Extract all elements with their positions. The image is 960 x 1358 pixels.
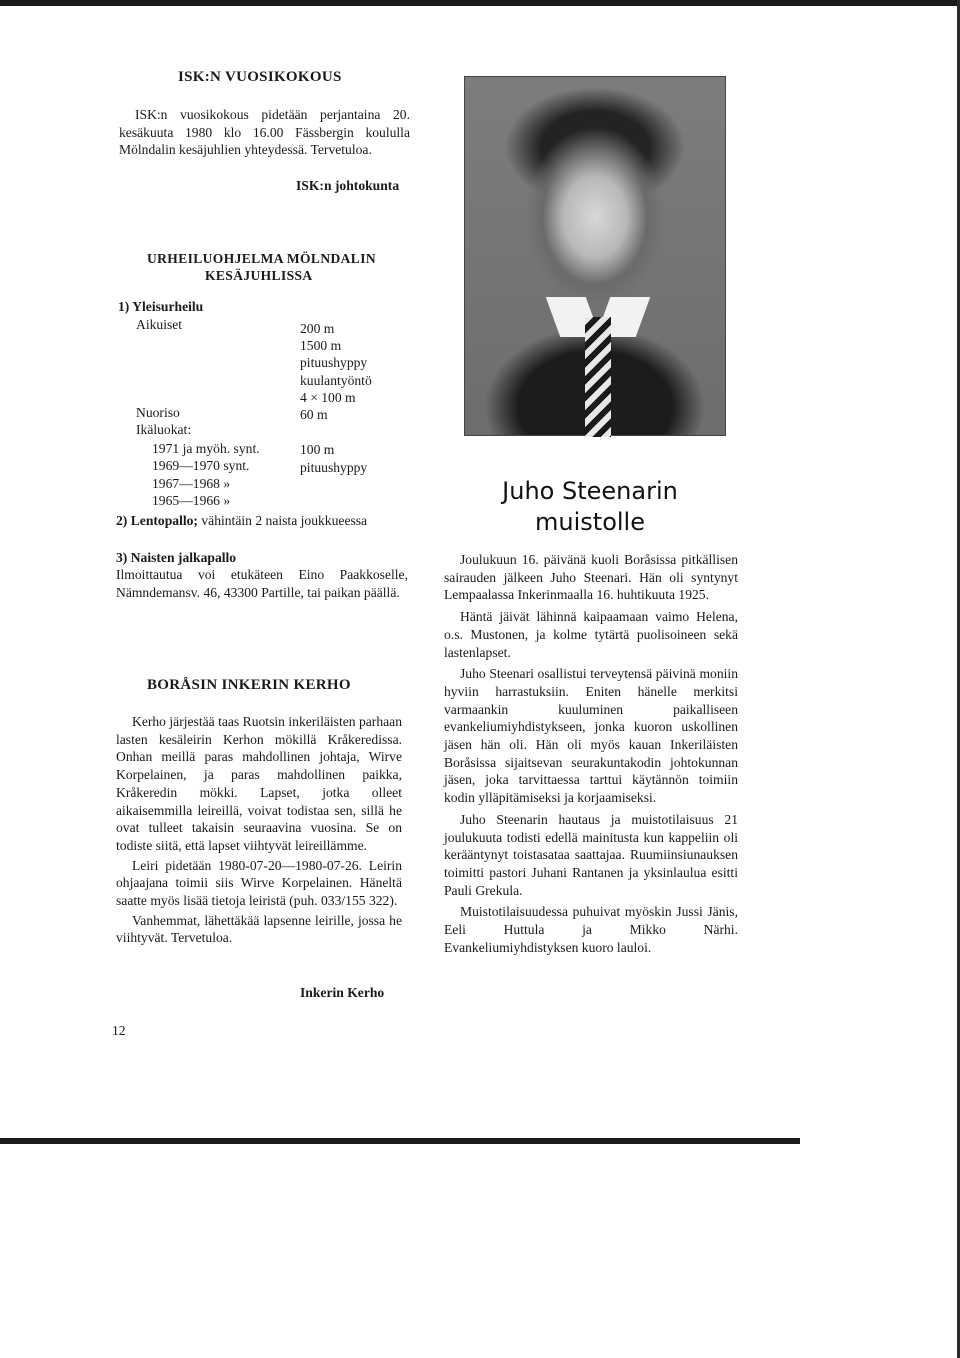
age-classes-label: Ikäluokat: (136, 422, 192, 437)
memorial-paragraph: Juho Steenari osallistui terveytensä päivinä moniin hyviin harrastuksiin. Eniten hänelle merkitsi varmaankin kuuluminen paikalliseen evankeliumiyhdistykseen, jonka kuoron uskollinen jäsen hän oli. Hän oli myös kauan Inkeriläisten Boråsissa sijaitsevan seurakuntakodin johtokunnan jäsen, joka tarvittaessa tarttui käytännön toimiin kodin ylläpitämiseksi ja korjaamiseksi. (444, 666, 738, 806)
youth-event: 60 m (300, 407, 328, 422)
section2-text: vähintäin 2 naista joukkueessa (201, 513, 368, 528)
scan-edge-top (0, 0, 960, 6)
adults-event: 200 m (300, 321, 335, 336)
memorial-title-line1: Juho Steenarin (502, 477, 678, 505)
program-title-line1: URHEILUOHJELMA MÖLNDALIN (147, 251, 376, 266)
age-row-years: 1971 ja myöh. synt. (152, 441, 260, 456)
age-row-years: 1967—1968 » (152, 476, 231, 491)
age-row-years: 1969—1970 synt. (152, 458, 250, 473)
memorial-paragraph: Muistotilaisuudessa puhuivat myöskin Jussi Jänis, Eeli Huttula ja Mikko Närhi. Evankeliumiyhdistyksen kuoro lauloi. (444, 904, 738, 955)
adults-event: 1500 m (300, 338, 342, 353)
section2-label: 2) Lentopallo; (116, 513, 198, 528)
photo-tie (585, 317, 611, 437)
meeting-body (119, 106, 410, 159)
program-section3-label: 3) Naisten jalkapallo (116, 550, 237, 565)
club-body (116, 713, 402, 947)
club-signature: Inkerin Kerho (300, 985, 385, 1000)
club-paragraph: Leiri pidetään 1980-07-20—1980-07-26. Leirin ohjaajana toimii siis Wirve Korpelainen. Häneltä saatte myös lisää tietoja leiristä (puh. 033/155 322). (116, 857, 402, 909)
club-paragraph: Kerho järjestää taas Ruotsin inkeriläisten parhaan lasten kesäleirin Kerhon mökillä Kråkeredissa. Onhan meillä paras mahdollinen johtaja, Wirve Korpelainen, ja paras mahdollinen paikka, Kråkeredin mökki. Lapset, jotka olleet aikaisemmilla leireillä, voivat todistaa sen, sillä he ovat tulleet takaisin seuraavina vuosina. Se on todiste siitä, että lapset viihtyvät leireillämme. (116, 714, 402, 853)
club-title: BORÅSIN INKERIN KERHO (147, 677, 351, 693)
page-number: 12 (112, 1023, 126, 1038)
memorial-title-line2: muistolle (535, 508, 645, 536)
memorial-body (444, 551, 738, 956)
memorial-paragraph: Joulukuun 16. päivänä kuoli Boråsissa pitkällisen sairauden jälkeen Juho Steenari. Hän oli syntynyt Lempaalassa Inkerinmaalla 16. huhtikuuta 1925. (444, 552, 738, 603)
program-title-line2: KESÄJUHLISSA (205, 268, 313, 283)
adults-label: Aikuiset (136, 317, 183, 332)
age-row-years: 1965—1966 » (152, 493, 231, 508)
program-section2 (116, 512, 406, 530)
meeting-title: ISK:N VUOSIKOKOUS (178, 69, 342, 85)
age-row-event: pituushyppy (300, 460, 368, 475)
meeting-paragraph: ISK:n vuosikokous pidetään perjantaina 20. kesäkuuta 1980 klo 16.00 Fässbergin koululla Mölndalin kesäjuhlien yhteydessä. Tervetuloa. (119, 107, 410, 158)
youth-label: Nuoriso (136, 405, 180, 420)
memorial-paragraph: Häntä jäivät lähinnä kaipaamaan vaimo Helena, o.s. Mustonen, ja kolme tytärtä puolisoineen sekä lastenlapset. (444, 609, 738, 660)
memorial-paragraph: Juho Steenarin hautaus ja muistotilaisuus 21 joulukuuta todisti edellä mainitusta kun kappeliin oli kerääntynyt toistasataa saattajaa. Ruumiinsiunauksen toimitti pastori Juhani Rantanen ja yksinlaulua esitti Pauli Grekula. (444, 811, 738, 898)
scan-edge-bottom (0, 1138, 800, 1144)
program-section1-label: 1) Yleisurheilu (118, 299, 204, 314)
meeting-signature: ISK:n johtokunta (296, 178, 400, 193)
program-section3 (116, 566, 408, 601)
section3-text: Ilmoittautua voi etukäteen Eino Paakkoselle, Nämndemansv. 46, 43300 Partille, tai paikan päällä. (116, 567, 408, 600)
adults-event: pituushyppy (300, 355, 368, 370)
adults-event: kuulantyöntö (300, 373, 372, 388)
club-paragraph: Vanhemmat, lähettäkää lapsenne leirille, jossa he viihtyvät. Tervetuloa. (116, 912, 402, 946)
age-row-event: 100 m (300, 442, 335, 457)
adults-event: 4 × 100 m (300, 390, 356, 405)
portrait-photo (464, 76, 726, 436)
